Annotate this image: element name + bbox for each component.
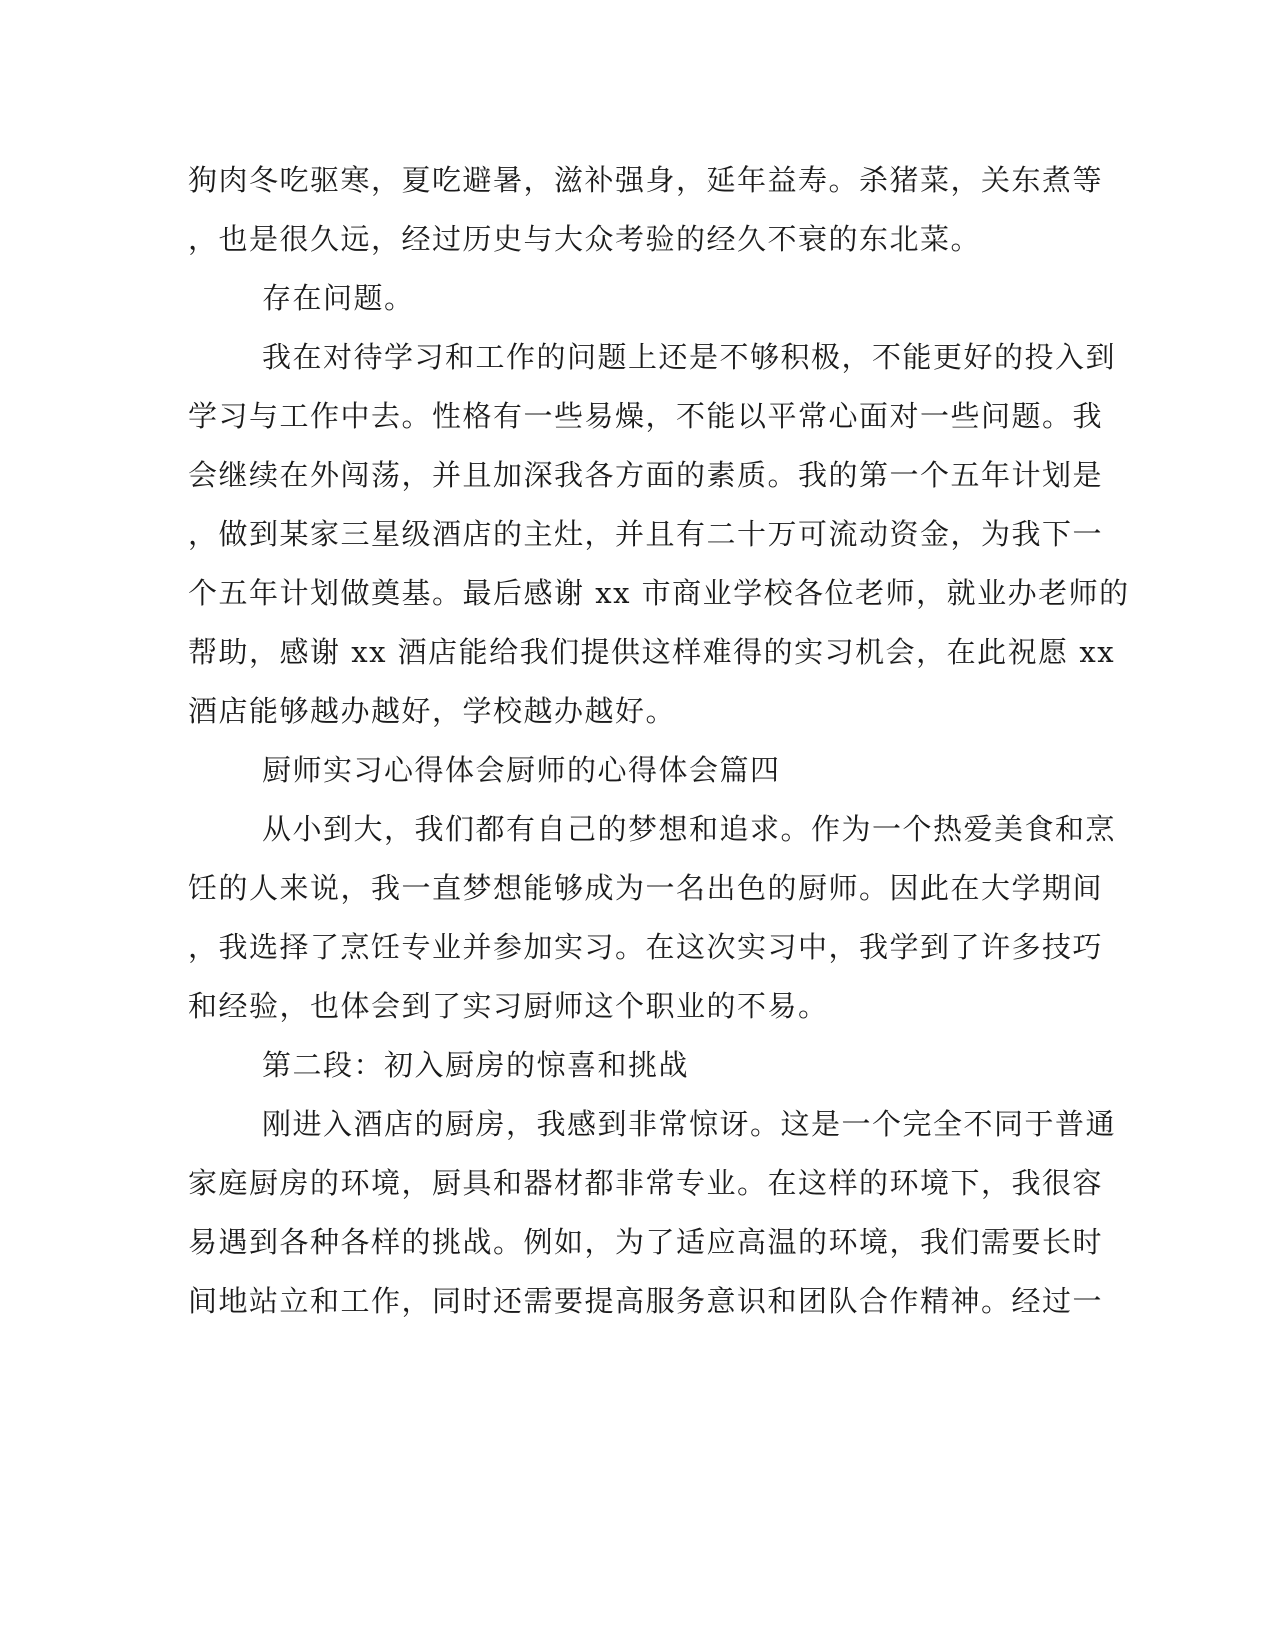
text-line: 刚进入酒店的厨房，我感到非常惊讶。这是一个完全不同于普通: [262, 1107, 1117, 1141]
text-line: 间地站立和工作，同时还需要提高服务意识和团队合作精神。经过一: [188, 1284, 1104, 1318]
text-line: 和经验，也体会到了实习厨师这个职业的不易。: [188, 989, 829, 1023]
text-line: ，也是很久远，经过历史与大众考验的经久不衰的东北菜。: [188, 222, 982, 256]
text-line: ，做到某家三星级酒店的主灶，并且有二十万可流动资金，为我下一: [188, 517, 1104, 551]
text-line: 个五年计划做奠基。最后感谢 xx 市商业学校各位老师，就业办老师的: [188, 576, 1130, 610]
section-heading: 厨师实习心得体会厨师的心得体会篇四: [262, 753, 781, 787]
text-line: ，我选择了烹饪专业并参加实习。在这次实习中，我学到了许多技巧: [188, 930, 1104, 964]
text-line: 会继续在外闯荡，并且加深我各方面的素质。我的第一个五年计划是: [188, 458, 1104, 492]
text-line: 我在对待学习和工作的问题上还是不够积极，不能更好的投入到: [262, 340, 1117, 374]
text-line: 学习与工作中去。性格有一些易燥，不能以平常心面对一些问题。我: [188, 399, 1104, 433]
section-heading: 第二段：初入厨房的惊喜和挑战: [262, 1048, 690, 1082]
text-line: 酒店能够越办越好，学校越办越好。: [188, 694, 677, 728]
text-line: 狗肉冬吃驱寒，夏吃避暑，滋补强身，延年益寿。杀猪菜，关东煮等: [188, 163, 1104, 197]
text-line: 从小到大，我们都有自己的梦想和追求。作为一个热爱美食和烹: [262, 812, 1117, 846]
text-line: 饪的人来说，我一直梦想能够成为一名出色的厨师。因此在大学期间: [188, 871, 1104, 905]
section-heading: 存在问题。: [262, 281, 415, 315]
text-line: 家庭厨房的环境，厨具和器材都非常专业。在这样的环境下，我很容: [188, 1166, 1104, 1200]
text-line: 帮助，感谢 xx 酒店能给我们提供这样难得的实习机会，在此祝愿 xx: [188, 635, 1116, 669]
text-line: 易遇到各种各样的挑战。例如，为了适应高温的环境，我们需要长时: [188, 1225, 1104, 1259]
